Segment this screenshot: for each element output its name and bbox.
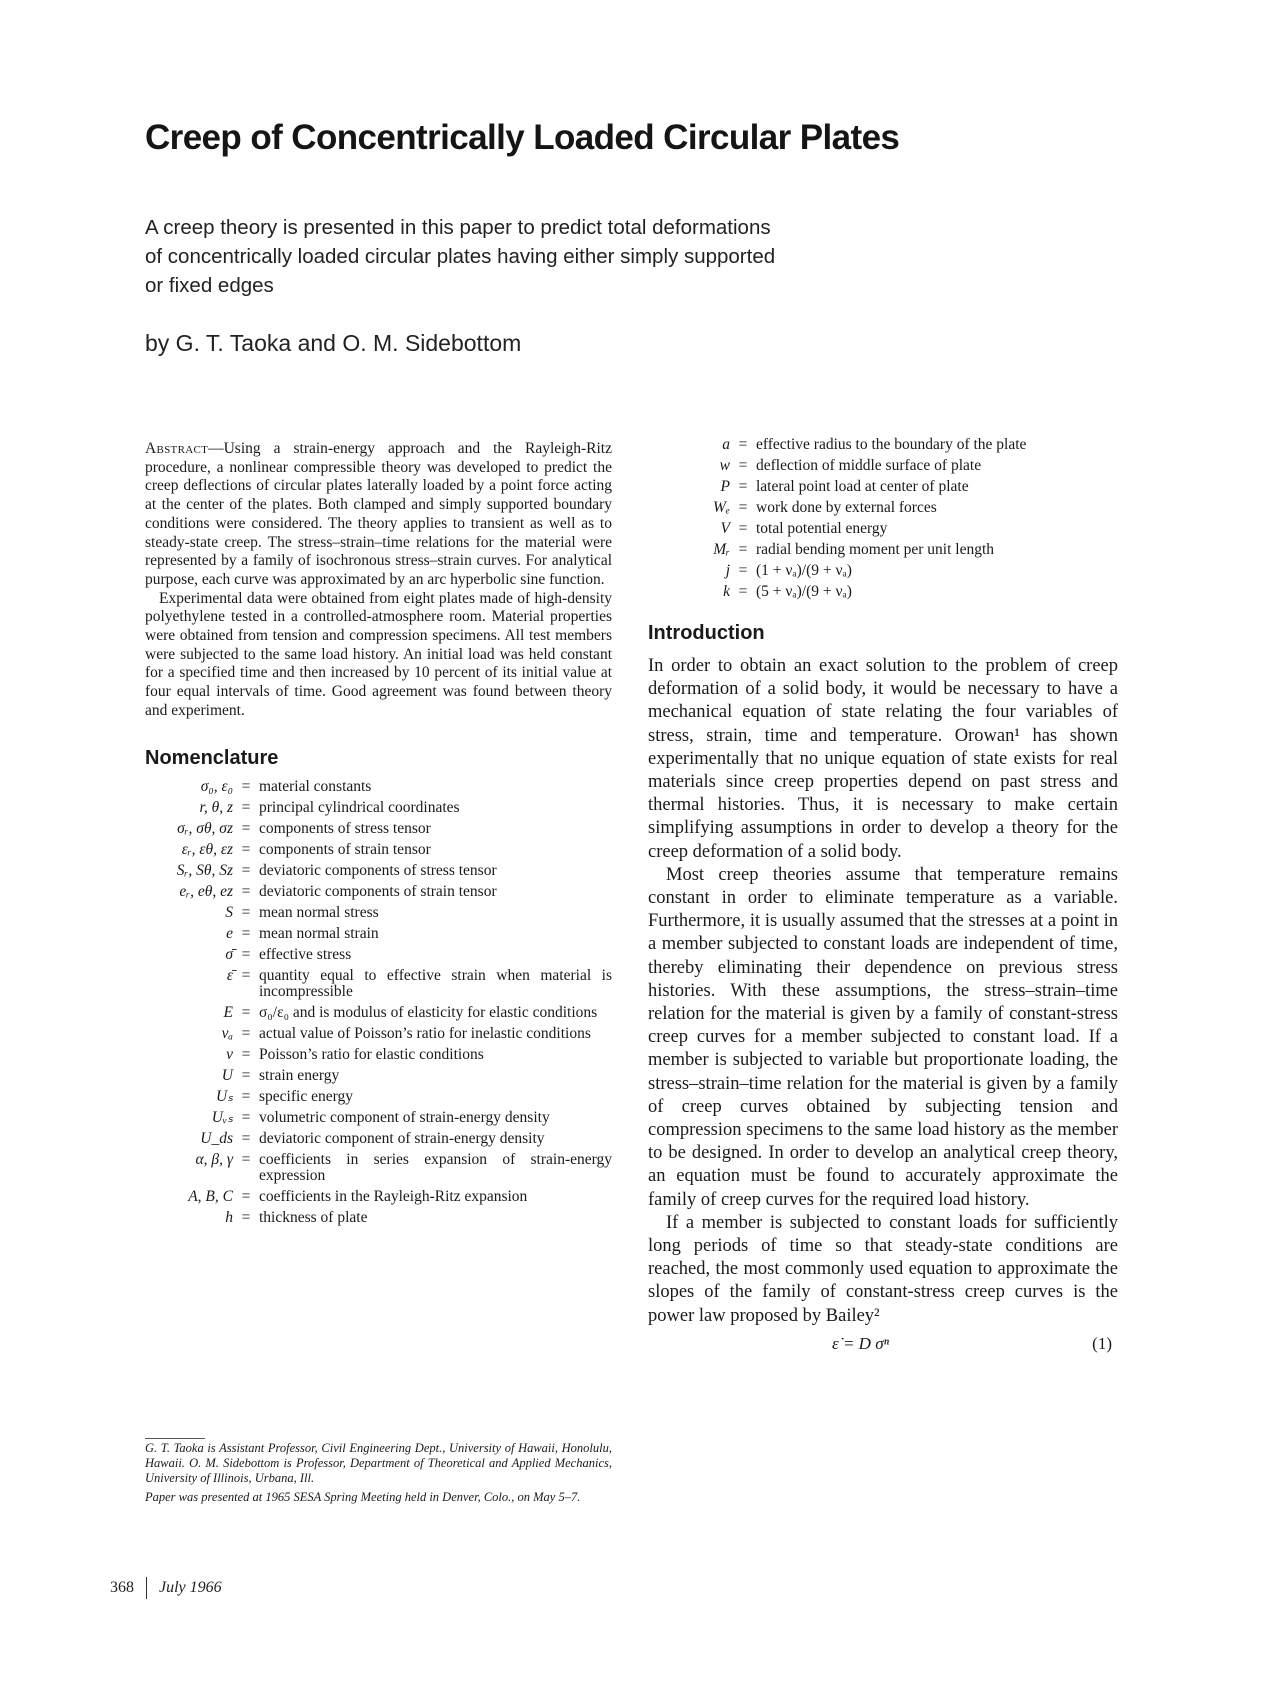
- equals-sign: =: [241, 966, 251, 984]
- nomenclature-definition: deviatoric component of strain-energy density: [259, 1129, 545, 1147]
- nomenclature-definition: specific energy: [259, 1087, 353, 1105]
- equals-sign: =: [241, 1187, 251, 1205]
- article-title: Creep of Concentrically Loaded Circular Plates: [145, 118, 900, 157]
- nomenclature-definition: components of stress tensor: [259, 819, 431, 837]
- equals-sign: =: [241, 1045, 251, 1063]
- nomenclature-entry: [145, 947, 612, 963]
- nomenclature-symbol: σᵣ, σθ, σz: [177, 819, 233, 837]
- nomenclature-definition: Poisson’s ratio for elastic conditions: [259, 1045, 484, 1063]
- nomenclature-entry: [145, 1005, 612, 1021]
- nomenclature-definition: deviatoric components of strain tensor: [259, 882, 497, 900]
- introduction-heading: Introduction: [648, 622, 765, 644]
- nomenclature-symbol: Uᵥₛ: [211, 1108, 233, 1126]
- equals-sign: =: [241, 1129, 251, 1147]
- nomenclature-entry: [648, 563, 1118, 579]
- equation-expression: ε̇ = D σⁿ: [832, 1333, 889, 1353]
- nomenclature-symbol: P: [720, 478, 730, 495]
- nomenclature-symbol: S: [225, 903, 233, 921]
- nomenclature-symbol: Sᵣ, Sθ, Sz: [176, 861, 233, 879]
- abstract-label: Abstract: [145, 440, 209, 457]
- equals-sign: =: [241, 1208, 251, 1226]
- intro-paragraph-1: In order to obtain an exact solution to the problem of creep deformation of a solid body, it would be necessary to have a mechanical equation of state relating the four variables of stress, strain, time and temperature. Orowan¹ has shown experimentally that no unique equation of state exists for real materials since creep properties depend on past stress and thermal histories. Thus, it is necessary to make certain simplifying assumptions in order to develop a theory for the creep deformation of a solid body.: [648, 656, 1118, 862]
- issue-date: July 1966: [159, 1579, 222, 1596]
- nomenclature-symbol: σ̄: [225, 945, 233, 963]
- nomenclature-definition: radial bending moment per unit length: [756, 541, 995, 558]
- nomenclature-entry: [145, 1189, 612, 1205]
- nomenclature-definition: effective radius to the boundary of the plate: [756, 436, 1027, 453]
- page-number: 368: [110, 1579, 134, 1596]
- nomenclature-definition: volumetric component of strain-energy density: [259, 1108, 550, 1126]
- nomenclature-symbol: α, β, γ: [195, 1150, 233, 1168]
- nomenclature-definition: mean normal strain: [259, 924, 379, 942]
- nomenclature-symbol: ν: [226, 1045, 233, 1063]
- nomenclature-entry: [145, 800, 612, 816]
- nomenclature-definition: coefficients in series expansion of strain-energy expression: [259, 1150, 612, 1184]
- equals-sign: =: [241, 1108, 251, 1126]
- nomenclature-symbol: a: [722, 436, 730, 453]
- nomenclature-symbol: Wₑ: [713, 499, 730, 516]
- nomenclature-entry: [145, 905, 612, 921]
- equation-number: (1): [1092, 1333, 1112, 1353]
- introduction-body: [648, 655, 1118, 1354]
- equals-sign: =: [241, 1150, 251, 1168]
- abstract-paragraph-2: Experimental data were obtained from eight plates made of high-density polyethylene tested in a controlled-atmosphere room. Material properties were obtained from tension and compression specimens. All test members were subjected to the same load history. An initial load was held constant for a specified time and then increased by 10 percent of its initial value at four equal intervals of time. Good agreement was found between theory and experiment.: [145, 589, 612, 719]
- nomenclature-entry: [648, 458, 1118, 474]
- equals-sign: =: [738, 583, 748, 600]
- nomenclature-definition: mean normal stress: [259, 903, 379, 921]
- nomenclature-definition: thickness of plate: [259, 1208, 368, 1226]
- nomenclature-definition: deviatoric components of stress tensor: [259, 861, 497, 879]
- footnote-presented: Paper was presented at 1965 SESA Spring Meeting held in Denver, Colo., on May 5–7.: [145, 1489, 581, 1504]
- nomenclature-entry: [145, 1026, 612, 1042]
- nomenclature-entry: [145, 863, 612, 879]
- nomenclature-definition: (5 + νₐ)/(9 + νₐ): [756, 583, 852, 600]
- nomenclature-entry: [648, 542, 1118, 558]
- equals-sign: =: [738, 541, 748, 558]
- nomenclature-entry: [648, 479, 1118, 495]
- equals-sign: =: [241, 840, 251, 858]
- nomenclature-definition: work done by external forces: [756, 499, 937, 516]
- equals-sign: =: [241, 882, 251, 900]
- equals-sign: =: [241, 798, 251, 816]
- nomenclature-symbol: Uₛ: [216, 1087, 233, 1105]
- nomenclature-symbol: eᵣ, eθ, ez: [179, 882, 233, 900]
- equals-sign: =: [241, 945, 251, 963]
- nomenclature-symbol: e: [226, 924, 233, 942]
- nomenclature-entry: [145, 884, 612, 900]
- nomenclature-entry: [145, 779, 612, 795]
- nomenclature-entry: [648, 437, 1118, 453]
- nomenclature-symbol: E: [223, 1003, 233, 1021]
- abstract-paragraph-1: [145, 440, 612, 590]
- intro-paragraph-3: If a member is subjected to constant loads for sufficiently long periods of time so that steady-state conditions are reached, the most commonly used equation to approximate the slopes of the family of constant-stress creep curves is the power law proposed by Bailey²: [648, 1212, 1118, 1326]
- equals-sign: =: [241, 819, 251, 837]
- nomenclature-entry: [648, 584, 1118, 600]
- nomenclature-heading: Nomenclature: [145, 746, 279, 769]
- nomenclature-symbol: εᵣ, εθ, εz: [181, 840, 233, 858]
- nomenclature-entry: [145, 1152, 612, 1184]
- nomenclature-entry: [145, 968, 612, 1000]
- nomenclature-entry: [145, 842, 612, 858]
- nomenclature-symbol: U: [221, 1066, 233, 1084]
- nomenclature-list: [145, 779, 612, 1226]
- nomenclature-definition: actual value of Poisson’s ratio for inelastic conditions: [259, 1024, 591, 1042]
- footer-separator: [146, 1577, 147, 1599]
- nomenclature-entry: [145, 1068, 612, 1084]
- nomenclature-entry: [145, 1131, 612, 1147]
- nomenclature-symbol: U_ds: [200, 1129, 233, 1147]
- nomenclature-entry: [145, 1089, 612, 1105]
- equals-sign: =: [241, 861, 251, 879]
- abstract: [145, 440, 612, 721]
- equals-sign: =: [241, 1003, 251, 1021]
- footnote-rule: [145, 1438, 205, 1439]
- nomenclature-definition: strain energy: [259, 1066, 340, 1084]
- nomenclature-definition: quantity equal to effective strain when material is incompressible: [259, 966, 612, 1000]
- nomenclature-entry: [145, 926, 612, 942]
- nomenclature-entry: [145, 821, 612, 837]
- equals-sign: =: [738, 457, 748, 474]
- nomenclature-symbol: j: [725, 562, 730, 579]
- equals-sign: =: [738, 499, 748, 516]
- nomenclature-symbol: ε̄: [226, 966, 233, 984]
- nomenclature-definition: (1 + νₐ)/(9 + νₐ): [756, 562, 852, 579]
- nomenclature-definition: principal cylindrical coordinates: [259, 798, 460, 816]
- nomenclature-entry: [145, 1110, 612, 1126]
- byline: by G. T. Taoka and O. M. Sidebottom: [145, 330, 522, 356]
- nomenclature-symbol: V: [720, 520, 730, 537]
- nomenclature-definition: total potential energy: [756, 520, 888, 537]
- nomenclature-symbol: A, B, C: [188, 1187, 233, 1205]
- nomenclature-symbol: k: [723, 583, 730, 600]
- nomenclature-entry: [145, 1210, 612, 1226]
- nomenclature-list-continued: [648, 437, 1118, 600]
- left-column: [145, 440, 612, 1231]
- equals-sign: =: [738, 478, 748, 495]
- nomenclature-definition: material constants: [259, 777, 372, 795]
- equals-sign: =: [241, 1066, 251, 1084]
- equals-sign: =: [241, 903, 251, 921]
- nomenclature-entry: [648, 500, 1118, 516]
- nomenclature-entry: [648, 521, 1118, 537]
- equals-sign: =: [738, 436, 748, 453]
- nomenclature-symbol: r, θ, z: [199, 798, 233, 816]
- equals-sign: =: [241, 777, 251, 795]
- nomenclature-definition: lateral point load at center of plate: [756, 478, 969, 495]
- right-column: [648, 437, 1118, 1354]
- nomenclature-definition: deflection of middle surface of plate: [756, 457, 982, 474]
- nomenclature-definition: components of strain tensor: [259, 840, 431, 858]
- nomenclature-definition: σ₀/ε₀ and is modulus of elasticity for elastic conditions: [259, 1003, 598, 1021]
- nomenclature-symbol: h: [225, 1208, 233, 1226]
- abstract-text-1: —Using a strain-energy approach and the Rayleigh-Ritz procedure, a nonlinear compressible theory was developed to predict the creep deflections of circular plates laterally loaded by a point force acting at the center of the plates. Both clamped and simply supported boundary conditions were considered. The theory applies to transient as well as to steady-state creep. The stress–strain–time relations for the material were represented by a family of isochronous stress–strain curves. For analytical purpose, each curve was approximated by an arc hyperbolic sine function.: [145, 440, 612, 588]
- article-subtitle: A creep theory is presented in this paper to predict total deformations of concentrically loaded circular plates having either simply supported or fixed edges: [145, 216, 776, 297]
- footnote-authors: G. T. Taoka is Assistant Professor, Civil Engineering Dept., University of Hawaii, Honolulu, Hawaii. O. M. Sidebottom is Professor, Department of Theoretical and Applied Mechanics, University of Illinois, Urbana, Ill.: [145, 1441, 612, 1486]
- author-footnote: [145, 1441, 612, 1505]
- nomenclature-definition: coefficients in the Rayleigh-Ritz expansion: [259, 1187, 528, 1205]
- nomenclature-symbol: νₐ: [221, 1024, 233, 1042]
- nomenclature-symbol: Mᵣ: [713, 541, 730, 558]
- intro-paragraph-2: Most creep theories assume that temperature remains constant in order to eliminate temperature as a variable. Furthermore, it is usually assumed that the stresses at a point in a member subjected to constant loads are independent of time, thereby eliminating their dependence on previous stress histories. With these assumptions, the stress–strain–time relation for the material is given by a family of constant-stress creep curves for a member subjected to constant load. If a member is subjected to variable but proportionate loading, the stress–strain–time relation for the material is given by a family of creep curves obtained by subjecting tension and compression specimens to the same load history as the member to be designed. In order to develop an analytical creep theory, an equation must be found to accurately approximate the family of creep curves for the required load history.: [648, 864, 1118, 1210]
- equals-sign: =: [241, 924, 251, 942]
- equation-1: [648, 1334, 1118, 1354]
- page-footer: [110, 1577, 222, 1599]
- equals-sign: =: [241, 1024, 251, 1042]
- equals-sign: =: [241, 1087, 251, 1105]
- equals-sign: =: [738, 520, 748, 537]
- nomenclature-symbol: σ₀, ε₀: [200, 777, 233, 795]
- nomenclature-symbol: w: [719, 457, 730, 474]
- nomenclature-definition: effective stress: [259, 945, 352, 963]
- equals-sign: =: [738, 562, 748, 579]
- nomenclature-entry: [145, 1047, 612, 1063]
